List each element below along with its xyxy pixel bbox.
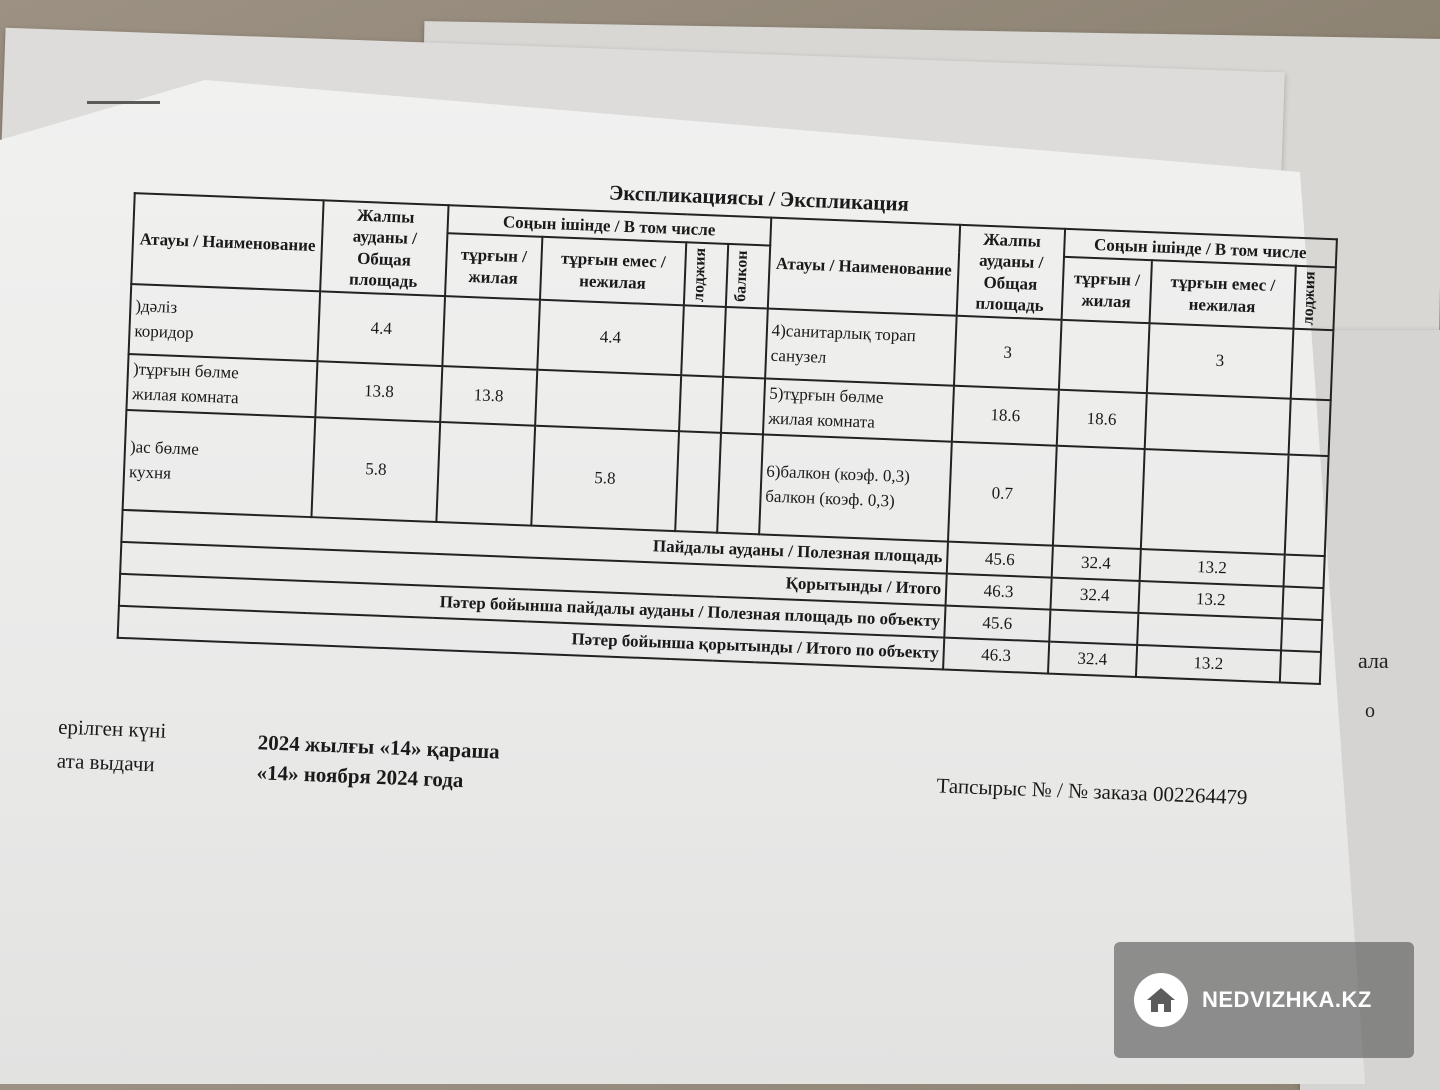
header-loggia: лоджия bbox=[684, 243, 728, 307]
header-name: Атауы / Наименование bbox=[131, 193, 324, 291]
room-name: 4)санитарлық торап санузел bbox=[765, 309, 957, 386]
room-nonresidential: 3 bbox=[1146, 323, 1293, 398]
room-total: 0.7 bbox=[948, 442, 1056, 546]
summary-nonresidential: 13.2 bbox=[1138, 581, 1283, 619]
room-loggia bbox=[681, 305, 726, 377]
watermark-text: NEDVIZHKA.KZ bbox=[1202, 987, 1372, 1012]
header-total: Жалпы ауданы / Общая площадь bbox=[320, 200, 448, 296]
summary-loggia bbox=[1282, 587, 1323, 621]
header-nonresidential: тұрғын емес / нежилая bbox=[540, 237, 687, 305]
watermark-badge bbox=[1114, 942, 1414, 1058]
summary-residential: 32.4 bbox=[1048, 642, 1137, 677]
header-loggia: лоджия bbox=[1293, 266, 1335, 330]
header-residential: тұрғын / жилая bbox=[445, 234, 542, 300]
header-total: Жалпы ауданы / Общая площадь bbox=[957, 225, 1065, 320]
summary-label: Пәтер бойынша пайдалы ауданы / Полезная площадь по объекту bbox=[119, 574, 946, 638]
summary-residential bbox=[1049, 610, 1138, 645]
explication-table bbox=[117, 192, 1338, 685]
summary-total: 45.6 bbox=[947, 542, 1053, 578]
room-loggia bbox=[1285, 455, 1329, 556]
header-name: Атауы / Наименование bbox=[768, 218, 961, 316]
summary-loggia bbox=[1281, 618, 1322, 652]
header-nonresidential: тұрғын емес / нежилая bbox=[1149, 261, 1296, 329]
summary-loggia bbox=[1283, 555, 1324, 589]
issue-date-value-ru: «14» ноября 2024 года bbox=[256, 760, 464, 793]
order-number: Тапсырыс № / № заказа 002264479 bbox=[936, 773, 1248, 810]
room-total: 4.4 bbox=[318, 291, 445, 366]
summary-loggia bbox=[1280, 650, 1321, 684]
room-loggia bbox=[679, 375, 723, 433]
issue-date-label-ru: ата выдачи bbox=[56, 748, 156, 777]
room-total: 3 bbox=[954, 316, 1061, 390]
issue-date-label-kz: ерілген күні bbox=[57, 714, 167, 743]
room-nonresidential bbox=[1144, 393, 1290, 454]
room-loggia bbox=[1289, 399, 1331, 456]
room-residential: 18.6 bbox=[1057, 390, 1147, 449]
room-total: 5.8 bbox=[312, 417, 440, 522]
summary-label: Қорытынды / Итого bbox=[120, 542, 947, 606]
room-balcony bbox=[717, 433, 763, 535]
edge-text: о bbox=[1365, 700, 1375, 722]
room-nonresidential bbox=[535, 370, 681, 431]
room-residential bbox=[442, 296, 539, 370]
summary-residential: 32.4 bbox=[1050, 578, 1139, 613]
edge-text: ала bbox=[1358, 648, 1389, 673]
summary-total: 45.6 bbox=[944, 606, 1050, 642]
issue-date-value-kz: 2024 жылғы «14» қараша bbox=[257, 730, 501, 764]
room-nonresidential bbox=[1140, 449, 1288, 554]
room-total: 18.6 bbox=[952, 386, 1059, 446]
summary-label: Пайдалы ауданы / Полезная площадь bbox=[121, 510, 948, 574]
header-residential: тұрғын / жилая bbox=[1061, 257, 1151, 323]
summary-nonresidential: 13.2 bbox=[1136, 645, 1281, 683]
header-balcony: балкон bbox=[726, 244, 770, 308]
summary-total: 46.3 bbox=[943, 638, 1049, 674]
room-balcony bbox=[721, 377, 765, 435]
room-name: )ас бөлме кухня bbox=[123, 410, 316, 517]
room-balcony bbox=[723, 307, 768, 379]
header-incl: Соңын ішінде / В том числе bbox=[1064, 229, 1337, 268]
room-residential: 13.8 bbox=[440, 366, 537, 426]
room-nonresidential: 5.8 bbox=[531, 426, 679, 531]
room-name: )дəліз коридор bbox=[129, 284, 321, 361]
explication-document bbox=[55, 160, 1339, 848]
dash-mark bbox=[87, 101, 160, 104]
room-loggia bbox=[675, 431, 721, 533]
summary-nonresidential: 13.2 bbox=[1139, 549, 1284, 587]
room-name: 5)тұрғын бөлме жилая комната bbox=[763, 378, 954, 441]
room-loggia bbox=[1291, 329, 1334, 400]
room-residential bbox=[1059, 320, 1149, 393]
room-name: )тұрғын бөлме жилая комната bbox=[126, 354, 317, 417]
room-nonresidential: 4.4 bbox=[537, 300, 684, 375]
header-incl: Соңын ішінде / В том числе bbox=[447, 205, 771, 246]
room-residential bbox=[1053, 446, 1145, 549]
summary-total: 46.3 bbox=[946, 574, 1052, 610]
summary-residential: 32.4 bbox=[1052, 546, 1141, 581]
issue-footer bbox=[56, 714, 1318, 810]
room-residential bbox=[436, 422, 535, 526]
document-title: Экспликациясы / Экспликация bbox=[608, 180, 910, 216]
house-logo-icon bbox=[1134, 973, 1188, 1027]
summary-label: Пәтер бойынша қорытынды / Итого по объекту bbox=[118, 606, 945, 670]
room-total: 13.8 bbox=[316, 361, 443, 422]
room-name: 6)балкон (коэф. 0,3) балкон (коэф. 0,3) bbox=[759, 434, 952, 541]
